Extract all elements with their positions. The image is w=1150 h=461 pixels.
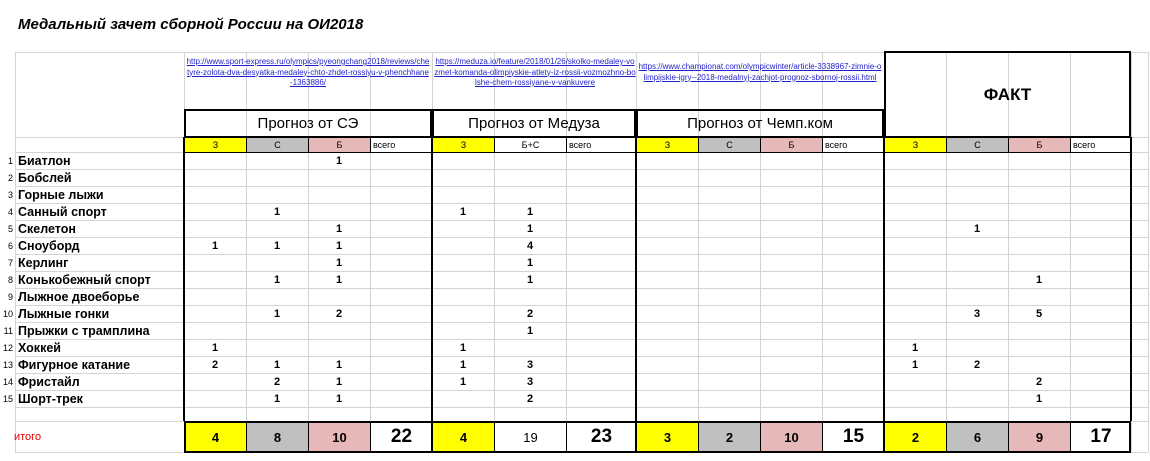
medal-count: 3 bbox=[973, 307, 981, 320]
medal-subheader: З bbox=[433, 138, 494, 152]
medal-count bbox=[494, 186, 566, 203]
medal-subheader: С bbox=[699, 138, 760, 152]
medal-count bbox=[946, 288, 1008, 305]
medal-count bbox=[884, 237, 946, 254]
medal-count bbox=[760, 203, 822, 220]
medal-count: 1 bbox=[526, 273, 534, 286]
medal-count bbox=[946, 203, 1008, 220]
medal-count bbox=[432, 169, 494, 186]
medal-count bbox=[1070, 373, 1131, 390]
medal-count bbox=[884, 152, 946, 169]
medal-count bbox=[246, 152, 308, 169]
medal-count bbox=[636, 152, 698, 169]
medal-count bbox=[636, 203, 698, 220]
medal-count: 2 bbox=[526, 307, 534, 320]
row-number: 5 bbox=[7, 223, 13, 234]
medal-count bbox=[370, 373, 432, 390]
total-value: 4 bbox=[433, 422, 494, 452]
medal-subheader: З bbox=[185, 138, 246, 152]
sport-name: Керлинг bbox=[18, 255, 69, 270]
medal-count bbox=[184, 271, 246, 288]
medal-count bbox=[760, 254, 822, 271]
medal-count bbox=[1070, 220, 1131, 237]
medal-count bbox=[698, 373, 760, 390]
total-value: 2 bbox=[699, 422, 760, 452]
medal-count: 1 bbox=[1035, 392, 1043, 405]
medal-count bbox=[432, 322, 494, 339]
medal-count: 1 bbox=[211, 341, 219, 354]
medal-count bbox=[698, 339, 760, 356]
medal-count bbox=[946, 152, 1008, 169]
medal-count bbox=[822, 305, 884, 322]
medal-subheader: всего bbox=[569, 140, 592, 150]
medal-count bbox=[698, 254, 760, 271]
medal-count bbox=[246, 254, 308, 271]
total-value: 6 bbox=[947, 422, 1008, 452]
medal-count bbox=[946, 169, 1008, 186]
medal-count bbox=[494, 152, 566, 169]
medal-count bbox=[884, 390, 946, 407]
medal-count bbox=[184, 169, 246, 186]
medal-count bbox=[1008, 288, 1070, 305]
row-number: 2 bbox=[7, 172, 13, 183]
medal-count: 1 bbox=[1035, 273, 1043, 286]
medal-count bbox=[884, 305, 946, 322]
medal-count bbox=[1008, 339, 1070, 356]
medal-count bbox=[636, 271, 698, 288]
group-header: Прогноз от СЭ bbox=[257, 115, 359, 132]
medal-count bbox=[760, 373, 822, 390]
sport-name: Фигурное катание bbox=[18, 357, 131, 372]
medal-count bbox=[822, 271, 884, 288]
medal-count bbox=[370, 220, 432, 237]
medal-count bbox=[1070, 322, 1131, 339]
medal-count bbox=[760, 169, 822, 186]
fact-header: ФАКТ bbox=[983, 84, 1032, 104]
medal-count bbox=[308, 339, 370, 356]
medal-count: 1 bbox=[273, 358, 281, 371]
medal-count bbox=[184, 390, 246, 407]
sheet-title: Медальный зачет сборной России на ОИ2018 bbox=[18, 16, 364, 33]
medal-count: 1 bbox=[526, 256, 534, 269]
sport-name: Прыжки с трамплина bbox=[18, 323, 150, 338]
medal-count bbox=[822, 390, 884, 407]
medal-count bbox=[946, 339, 1008, 356]
row-number: 14 bbox=[2, 376, 13, 387]
medal-count bbox=[1070, 169, 1131, 186]
medal-count: 1 bbox=[273, 392, 281, 405]
medal-count bbox=[566, 152, 636, 169]
medal-count bbox=[822, 254, 884, 271]
medal-subheader: С bbox=[947, 138, 1008, 152]
row-number: 10 bbox=[2, 308, 13, 319]
medal-count bbox=[432, 254, 494, 271]
medal-count: 1 bbox=[911, 341, 919, 354]
medal-count: 1 bbox=[526, 222, 534, 235]
medal-count bbox=[184, 186, 246, 203]
medal-count: 1 bbox=[335, 239, 343, 252]
medal-count bbox=[636, 288, 698, 305]
medal-count bbox=[636, 254, 698, 271]
medal-count bbox=[432, 186, 494, 203]
medal-count bbox=[184, 220, 246, 237]
total-value: 2 bbox=[885, 422, 946, 452]
sport-name: Лыжное двоеборье bbox=[18, 289, 140, 304]
medal-count bbox=[822, 152, 884, 169]
row-number: 6 bbox=[7, 240, 13, 251]
medal-count bbox=[946, 186, 1008, 203]
medal-count bbox=[698, 186, 760, 203]
medal-count bbox=[1008, 356, 1070, 373]
medal-subheader: всего bbox=[1073, 140, 1096, 150]
medal-count bbox=[636, 186, 698, 203]
medal-count bbox=[308, 203, 370, 220]
medal-count bbox=[884, 288, 946, 305]
medal-count bbox=[184, 373, 246, 390]
medal-count bbox=[760, 322, 822, 339]
medal-count bbox=[698, 305, 760, 322]
medal-count bbox=[246, 220, 308, 237]
medal-count bbox=[566, 305, 636, 322]
medal-count bbox=[1070, 203, 1131, 220]
medal-subheader: З bbox=[885, 138, 946, 152]
medal-count bbox=[370, 186, 432, 203]
source-link-2[interactable]: https://meduza.io/feature/2018/01/26/skolko-medaley-vozmet-komanda-olimpiyskie-atlety-iz-rossii-vozmozhno-bolshe-chem-rossiyane-v-vankuvere bbox=[434, 57, 636, 87]
sport-name: Горные лыжи bbox=[18, 187, 104, 202]
sport-name: Фристайл bbox=[18, 374, 80, 389]
medal-count bbox=[1008, 169, 1070, 186]
medal-count bbox=[184, 322, 246, 339]
medal-count bbox=[884, 271, 946, 288]
medal-count: 5 bbox=[1035, 307, 1043, 320]
medal-count bbox=[370, 254, 432, 271]
medal-subheader: Б bbox=[761, 138, 822, 152]
medal-count bbox=[884, 373, 946, 390]
medal-count bbox=[1070, 152, 1131, 169]
medal-count bbox=[494, 339, 566, 356]
medal-count: 1 bbox=[526, 205, 534, 218]
medal-count bbox=[566, 288, 636, 305]
medal-count: 1 bbox=[459, 205, 467, 218]
medal-count bbox=[566, 186, 636, 203]
medal-count bbox=[246, 186, 308, 203]
medal-count: 2 bbox=[526, 392, 534, 405]
medal-count bbox=[822, 203, 884, 220]
medal-count bbox=[698, 152, 760, 169]
medal-count bbox=[946, 271, 1008, 288]
medal-count bbox=[946, 390, 1008, 407]
medal-count bbox=[698, 169, 760, 186]
total-value: 17 bbox=[1090, 426, 1112, 447]
medal-count bbox=[370, 169, 432, 186]
medal-subheader: З bbox=[637, 138, 698, 152]
medal-count bbox=[370, 237, 432, 254]
total-value: 23 bbox=[590, 426, 613, 447]
total-value: 10 bbox=[761, 422, 822, 452]
medal-count bbox=[432, 237, 494, 254]
medal-count bbox=[1008, 152, 1070, 169]
sport-name: Биатлон bbox=[18, 153, 71, 168]
grid-line bbox=[1148, 52, 1149, 452]
medal-count bbox=[246, 322, 308, 339]
medal-count bbox=[884, 203, 946, 220]
medal-count bbox=[432, 390, 494, 407]
row-number: 13 bbox=[2, 359, 13, 370]
medal-count bbox=[246, 169, 308, 186]
medal-count bbox=[760, 271, 822, 288]
medal-count bbox=[308, 288, 370, 305]
sport-name: Скелетон bbox=[18, 221, 76, 236]
medal-count bbox=[566, 271, 636, 288]
medal-subheader: Б bbox=[1009, 138, 1070, 152]
medal-count bbox=[566, 237, 636, 254]
medal-count bbox=[822, 169, 884, 186]
total-value: 4 bbox=[185, 422, 246, 452]
medal-count bbox=[636, 339, 698, 356]
medal-count: 1 bbox=[335, 154, 343, 167]
medal-count bbox=[566, 339, 636, 356]
row-number: 9 bbox=[7, 291, 13, 302]
medal-count bbox=[698, 237, 760, 254]
medal-count bbox=[822, 373, 884, 390]
medal-count bbox=[246, 339, 308, 356]
medal-subheader: всего bbox=[373, 140, 396, 150]
medal-count bbox=[184, 203, 246, 220]
medal-count bbox=[370, 390, 432, 407]
medal-count bbox=[698, 322, 760, 339]
medal-count: 2 bbox=[335, 307, 343, 320]
medal-count bbox=[370, 322, 432, 339]
medal-count bbox=[636, 322, 698, 339]
medal-count bbox=[1070, 288, 1131, 305]
row-number: 7 bbox=[7, 257, 13, 268]
medal-count bbox=[884, 169, 946, 186]
source-link-3[interactable]: https://www.championat.com/olympicwinter/article-3338967-zimnie-olimpijskie-igry--2018-medalnyj-zachjot-prognoz-sbornoj-rossii.html bbox=[638, 62, 882, 82]
medal-count bbox=[308, 322, 370, 339]
medal-count bbox=[946, 322, 1008, 339]
medal-count bbox=[1070, 390, 1131, 407]
total-value: 3 bbox=[637, 422, 698, 452]
medal-count: 2 bbox=[211, 358, 219, 371]
medal-count bbox=[246, 288, 308, 305]
medal-count bbox=[1070, 254, 1131, 271]
sport-name: Санный спорт bbox=[18, 204, 107, 219]
row-number: 11 bbox=[3, 325, 13, 336]
medal-count bbox=[566, 322, 636, 339]
medal-count bbox=[1008, 203, 1070, 220]
medal-count: 2 bbox=[273, 375, 281, 388]
medal-count bbox=[566, 356, 636, 373]
medal-subheader: всего bbox=[825, 140, 848, 150]
medal-count bbox=[636, 356, 698, 373]
medal-count bbox=[884, 220, 946, 237]
medal-count bbox=[1008, 186, 1070, 203]
medal-count bbox=[566, 203, 636, 220]
medal-count bbox=[1008, 254, 1070, 271]
medal-count bbox=[636, 390, 698, 407]
medal-count: 1 bbox=[273, 239, 281, 252]
medal-count bbox=[884, 186, 946, 203]
medal-count: 2 bbox=[973, 358, 981, 371]
medal-count: 1 bbox=[335, 273, 343, 286]
medal-count: 1 bbox=[335, 375, 343, 388]
medal-subheader: Б bbox=[309, 138, 370, 152]
medal-count bbox=[760, 220, 822, 237]
medal-count bbox=[822, 288, 884, 305]
medal-count bbox=[636, 237, 698, 254]
medal-count bbox=[636, 169, 698, 186]
medal-count bbox=[370, 203, 432, 220]
medal-count bbox=[494, 288, 566, 305]
medal-count bbox=[1070, 339, 1131, 356]
totals-label: итого bbox=[14, 430, 42, 443]
medal-count bbox=[370, 356, 432, 373]
medal-count bbox=[184, 305, 246, 322]
medal-count bbox=[822, 220, 884, 237]
medal-count: 1 bbox=[911, 358, 919, 371]
medal-count: 1 bbox=[211, 239, 219, 252]
medal-count bbox=[760, 305, 822, 322]
medal-count bbox=[822, 186, 884, 203]
medal-count: 1 bbox=[335, 222, 343, 235]
medal-count bbox=[566, 390, 636, 407]
medal-count bbox=[822, 339, 884, 356]
medal-count: 1 bbox=[335, 256, 343, 269]
sport-name: Лыжные гонки bbox=[18, 306, 110, 321]
medal-count: 1 bbox=[973, 222, 981, 235]
medal-count bbox=[946, 237, 1008, 254]
medal-count bbox=[698, 390, 760, 407]
medal-count bbox=[1070, 356, 1131, 373]
row-number: 12 bbox=[2, 342, 13, 353]
medal-count bbox=[1070, 237, 1131, 254]
sport-name: Хоккей bbox=[18, 340, 61, 355]
source-link-1[interactable]: http://www.sport-express.ru/olympics/pyeongchang2018/reviews/chetyre-zolota-dva-desyatka-medaley-chto-zhdet-rossiyu-v-phenchhane-1363886/ bbox=[186, 57, 430, 87]
medal-count: 3 bbox=[526, 375, 534, 388]
medal-count bbox=[884, 254, 946, 271]
medal-count bbox=[370, 288, 432, 305]
sport-name: Конькобежный спорт bbox=[18, 272, 151, 287]
medal-count: 1 bbox=[273, 307, 281, 320]
medal-count bbox=[760, 237, 822, 254]
medal-count bbox=[946, 254, 1008, 271]
medal-count bbox=[760, 339, 822, 356]
medal-count bbox=[636, 305, 698, 322]
medal-count bbox=[432, 305, 494, 322]
medal-count bbox=[1070, 186, 1131, 203]
medal-count bbox=[760, 390, 822, 407]
group-header: Прогноз от Чемп.ком bbox=[687, 115, 833, 132]
medal-count bbox=[1008, 220, 1070, 237]
row-number: 3 bbox=[7, 189, 13, 200]
medal-count bbox=[1070, 271, 1131, 288]
medal-count: 1 bbox=[459, 341, 467, 354]
medal-subheader: Б+С bbox=[521, 140, 540, 150]
total-value: 15 bbox=[842, 426, 865, 447]
row-number: 4 bbox=[7, 206, 13, 217]
medal-count bbox=[308, 186, 370, 203]
medal-count: 1 bbox=[335, 358, 343, 371]
medal-count bbox=[698, 220, 760, 237]
medal-count bbox=[884, 322, 946, 339]
medal-count bbox=[698, 356, 760, 373]
medal-count: 1 bbox=[273, 273, 281, 286]
medal-count bbox=[566, 169, 636, 186]
row-number: 8 bbox=[7, 274, 13, 285]
medal-count bbox=[566, 220, 636, 237]
medal-count bbox=[308, 169, 370, 186]
group-header: Прогноз от Медуза bbox=[468, 115, 600, 132]
medal-count bbox=[822, 237, 884, 254]
medal-count bbox=[432, 152, 494, 169]
medal-count bbox=[432, 288, 494, 305]
medal-count bbox=[184, 152, 246, 169]
medal-count bbox=[636, 373, 698, 390]
medal-count bbox=[698, 288, 760, 305]
row-number: 1 bbox=[7, 155, 13, 166]
sport-name: Шорт-трек bbox=[18, 391, 83, 406]
medal-count bbox=[184, 288, 246, 305]
sport-name: Бобслей bbox=[18, 170, 72, 185]
total-value: 8 bbox=[247, 422, 308, 452]
medal-count bbox=[760, 356, 822, 373]
medal-count bbox=[822, 356, 884, 373]
medal-count bbox=[184, 254, 246, 271]
medal-count bbox=[494, 169, 566, 186]
medal-count bbox=[432, 271, 494, 288]
medal-count bbox=[636, 220, 698, 237]
total-value: 22 bbox=[390, 426, 413, 447]
medal-count bbox=[566, 254, 636, 271]
medal-count bbox=[566, 373, 636, 390]
medal-count bbox=[370, 305, 432, 322]
medal-count bbox=[1070, 305, 1131, 322]
medal-count bbox=[760, 186, 822, 203]
medal-count bbox=[946, 373, 1008, 390]
medal-count bbox=[698, 271, 760, 288]
medal-count bbox=[370, 339, 432, 356]
medal-count bbox=[370, 152, 432, 169]
medal-count: 1 bbox=[273, 205, 281, 218]
medal-count bbox=[432, 220, 494, 237]
total-value: 10 bbox=[309, 422, 370, 452]
medal-count bbox=[760, 288, 822, 305]
sport-name: Сноуборд bbox=[18, 238, 80, 253]
medal-count: 1 bbox=[335, 392, 343, 405]
medal-count: 2 bbox=[1035, 375, 1043, 388]
medal-count: 1 bbox=[526, 324, 534, 337]
medal-count bbox=[760, 152, 822, 169]
medal-count: 4 bbox=[526, 239, 534, 252]
medal-count bbox=[1008, 322, 1070, 339]
medal-count: 3 bbox=[526, 358, 534, 371]
medal-count bbox=[822, 322, 884, 339]
medal-count bbox=[370, 271, 432, 288]
medal-count bbox=[1008, 237, 1070, 254]
medal-subheader: С bbox=[247, 138, 308, 152]
medal-count: 1 bbox=[459, 375, 467, 388]
row-number: 15 bbox=[2, 393, 13, 404]
total-value: 19 bbox=[523, 429, 538, 445]
total-value: 9 bbox=[1009, 422, 1070, 452]
medal-count bbox=[698, 203, 760, 220]
medal-count: 1 bbox=[459, 358, 467, 371]
